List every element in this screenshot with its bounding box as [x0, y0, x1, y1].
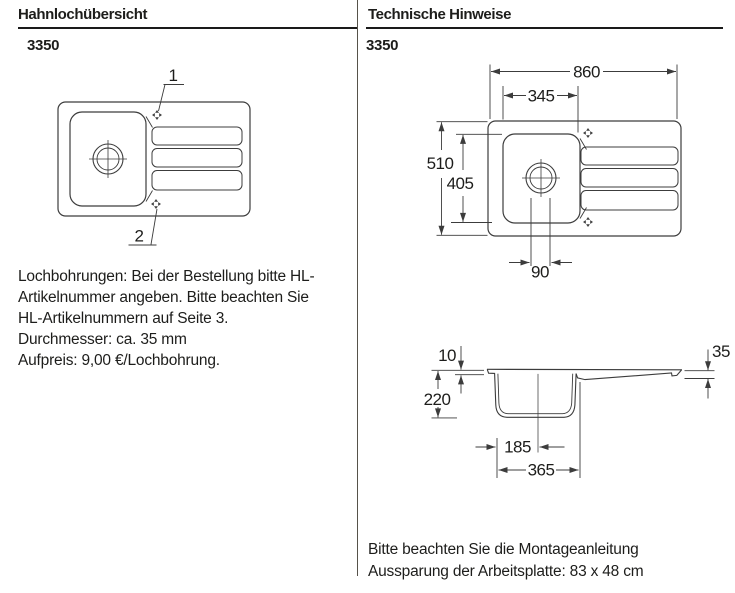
- dim-drain-center-offset: 185: [504, 437, 531, 457]
- note-line: Artikelnummer angeben. Bitte beachten Sie: [18, 289, 309, 306]
- dim-total-depth: 510: [426, 154, 454, 173]
- right-header-rule: [366, 27, 723, 29]
- tap-hole-overview-drawing: [40, 60, 270, 255]
- left-section-title: Hahnlochübersicht: [18, 6, 148, 23]
- note-line: HL-Artikelnummern auf Seite 3.: [18, 310, 229, 327]
- section-dimensions: [424, 342, 730, 480]
- technical-section-view-drawing: [418, 338, 735, 486]
- tap-hole-marker-icon: [151, 199, 161, 209]
- dim-basin-depth: 405: [446, 174, 474, 193]
- dim-board-edge-height: 35: [712, 342, 730, 361]
- sink-top-view: [58, 66, 250, 246]
- top-view-dimensions: [427, 63, 677, 282]
- drainboard-grooves: [146, 117, 242, 202]
- note-line: Durchmesser: ca. 35 mm: [18, 331, 187, 348]
- dim-total-width: 860: [573, 62, 600, 82]
- dim-rim-height: 10: [438, 346, 456, 365]
- drain-symbol: [522, 159, 560, 197]
- drainboard-grooves: [580, 139, 678, 219]
- note-line: Lochbohrungen: Bei der Bestellung bitte HL-: [18, 268, 315, 285]
- dim-basin-width: 345: [527, 86, 555, 106]
- left-product-number: 3350: [27, 37, 60, 54]
- basin-outline: [503, 134, 580, 223]
- column-divider: [357, 0, 358, 576]
- tap-hole-marker-icon: [583, 217, 593, 227]
- note-line: Aufpreis: 9,00 €/Lochbohrung.: [18, 352, 220, 369]
- tap-hole-marker-icon: [152, 110, 162, 120]
- tap-hole-marker-icon: [583, 128, 593, 138]
- left-header-rule: [18, 27, 357, 29]
- drain-symbol: [89, 140, 127, 178]
- footer-line: Bitte beachten Sie die Montageanleitung: [368, 541, 639, 558]
- callout-1: [159, 66, 185, 111]
- mounting-note: [368, 539, 643, 583]
- callout-2: [129, 209, 158, 246]
- dim-bowl-outer-width: 365: [527, 460, 555, 480]
- right-section-title: Technische Hinweise: [368, 6, 512, 23]
- footer-line: Aussparung der Arbeitsplatte: 83 x 48 cm: [368, 563, 644, 580]
- drill-hole-note: [18, 266, 314, 371]
- dim-drain-spacing: 90: [531, 262, 549, 282]
- sink-top-view-dimensioned: [488, 121, 681, 236]
- right-product-number: 3350: [366, 37, 399, 54]
- callout-1-label: 1: [168, 66, 178, 85]
- callout-2-label: 2: [134, 226, 144, 246]
- technical-top-view-drawing: [422, 58, 722, 286]
- dim-bowl-depth: 220: [423, 390, 451, 409]
